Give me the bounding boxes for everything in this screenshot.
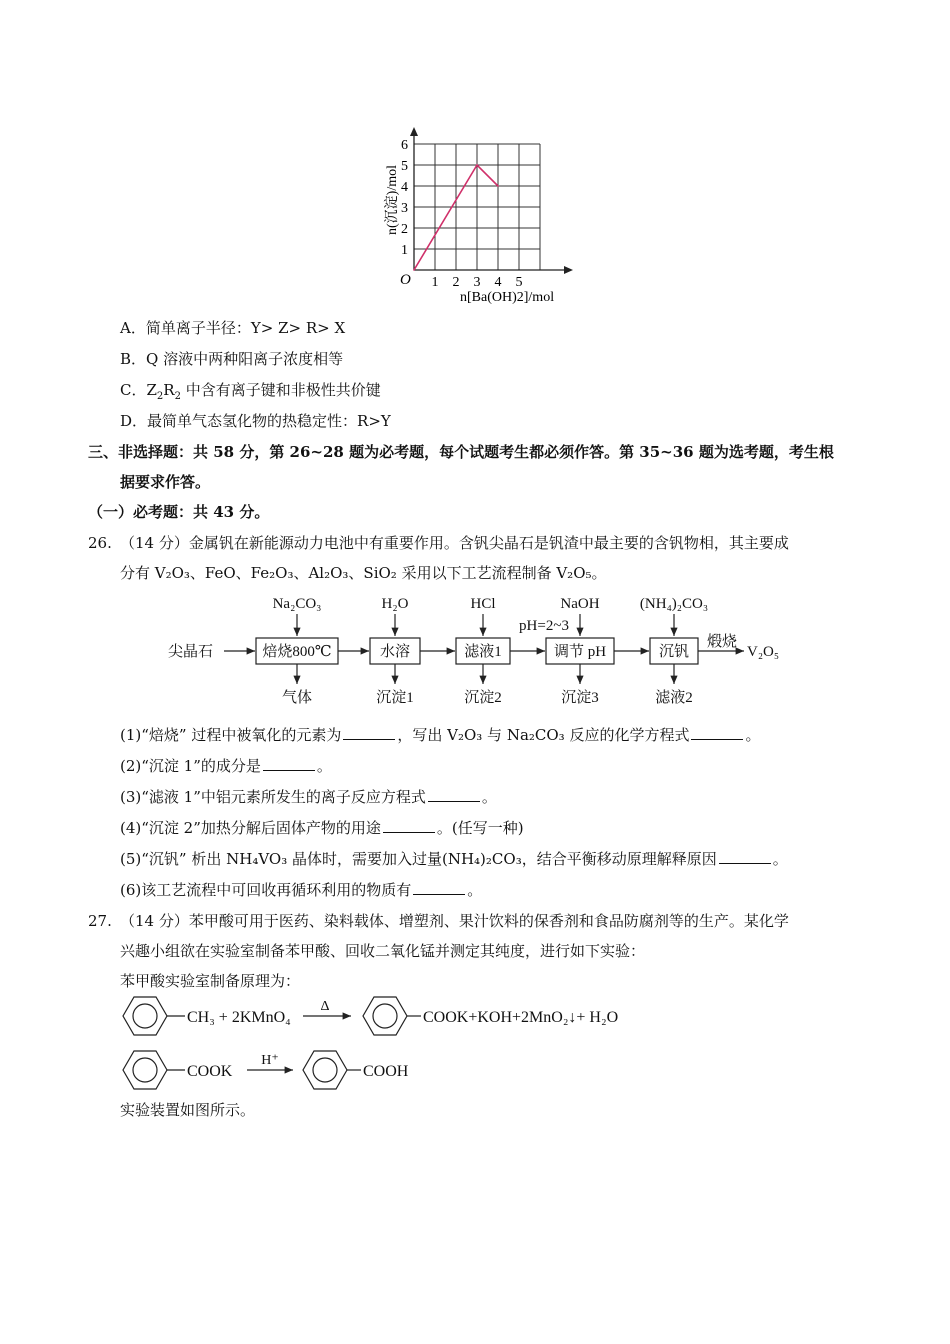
option-c-sub2: 2 <box>174 391 181 402</box>
section3-heading-line2: 据要求作答。 <box>120 473 211 491</box>
option-b: B．Q 溶液中两种阳离子浓度相等 <box>120 350 344 368</box>
option-c-sub1: 2 <box>156 391 164 402</box>
answer-blank[interactable] <box>383 818 435 833</box>
q26-sub2 <box>120 756 332 776</box>
q26-sub1-text-c: 。 <box>745 726 761 744</box>
chart-ticks <box>401 138 523 290</box>
q26-sub4-text-b: 。(任写一种) <box>436 819 524 837</box>
series-point <box>476 164 478 166</box>
answer-blank[interactable] <box>343 725 395 740</box>
y-tick-label: 3 <box>401 201 408 216</box>
reaction2-condition: H⁺ <box>261 1053 279 1068</box>
chart-axes <box>410 127 573 274</box>
flow-box-roast-label: 焙烧800℃ <box>262 644 332 660</box>
flow-output-precipitate1: 沉淀1 <box>376 690 414 706</box>
flow-output-precipitate3: 沉淀3 <box>561 690 599 706</box>
x-tick-label: 1 <box>431 275 439 290</box>
answer-blank[interactable] <box>413 880 465 895</box>
flow-output-precipitate2: 沉淀2 <box>464 690 502 706</box>
y-tick-label: 6 <box>401 138 408 153</box>
answer-blank[interactable] <box>691 725 743 740</box>
flow-output-filtrate2: 滤液2 <box>655 690 693 706</box>
q27-stem-line1: （14 分）苯甲酸可用于医药、染料载体、增塑剂、果汁饮料的保香剂和食品防腐剂等的生产。某化学 <box>120 912 789 930</box>
reaction-equations <box>115 992 715 1102</box>
q26-sub2-text-b: 。 <box>316 757 332 775</box>
flow-output-gas: 气体 <box>281 690 313 706</box>
reaction2-left: COOK <box>187 1063 233 1080</box>
section3-subheading: （一）必考题：共 43 分。 <box>88 503 270 521</box>
flow-input-na2co3: Na₂CO₃ <box>272 596 322 612</box>
q26-stem-line1: （14 分）金属钒在新能源动力电池中有重要作用。含钒尖晶石是钒渣中最主要的含钒物相，其主要成 <box>120 534 789 552</box>
q26-sub5-text-a: (5)“沉钒” 析出 NH₄VO₃ 晶体时，需要加入过量(NH₄)₂CO₃，结合平衡移动原理解释原因 <box>120 850 717 868</box>
q26-sub1 <box>120 725 760 745</box>
flow-box-adjust-ph-label: 调节 pH <box>553 644 607 660</box>
chart-x-axis-label: n[Ba(OH)2]/mol <box>460 290 555 305</box>
q27-apparatus-line: 实验装置如图所示。 <box>120 1101 256 1119</box>
x-tick-label: 2 <box>452 275 460 290</box>
option-c-post: 中含有离子键和非极性共价键 <box>180 381 381 399</box>
q26-sub6 <box>120 880 482 900</box>
answer-blank[interactable] <box>719 849 771 864</box>
x-tick-label: 3 <box>473 275 481 290</box>
q26-sub1-text-b: ，写出 V₂O₃ 与 Na₂CO₃ 反应的化学方程式 <box>397 726 690 744</box>
benzene-ring-icon <box>123 997 167 1035</box>
q26-sub6-text-a: (6)该工艺流程中可回收再循环利用的物质有 <box>120 881 412 899</box>
q26-sub1-text-a: (1)“焙烧” 过程中被氧化的元素为 <box>120 726 342 744</box>
flow-input-h2o: H₂O <box>381 596 409 612</box>
series-point <box>497 185 499 187</box>
benzene-ring-icon <box>303 1051 347 1089</box>
q26-number: 26. <box>88 534 112 552</box>
flow-input-nh4-2co3: (NH₄)₂CO₃ <box>639 596 709 612</box>
chart-origin-label: O <box>400 272 411 288</box>
answer-blank[interactable] <box>263 756 315 771</box>
q26-sub4-text-a: (4)“沉淀 2”加热分解后固体产物的用途 <box>120 819 381 837</box>
answer-blank[interactable] <box>428 787 480 802</box>
flow-box-vanadium-label: 沉钒 <box>658 644 690 660</box>
flow-step-calcine: 煅烧 <box>706 634 738 650</box>
section3-heading-line1: 三、非选择题：共 58 分，第 26~28 题为必考题，每个试题考生都必须作答。第 35~36 题为选考题，考生根 <box>88 443 834 461</box>
option-d: D．最简单气态氢化物的热稳定性：R>Y <box>120 412 391 430</box>
option-c-pre: C．Z <box>120 381 157 399</box>
precipitate-chart <box>370 108 590 308</box>
q26-sub3-text-a: (3)“滤液 1”中铝元素所发生的离子反应方程式 <box>120 788 426 806</box>
y-tick-label: 4 <box>401 180 408 195</box>
y-tick-label: 1 <box>401 243 408 258</box>
x-tick-label: 5 <box>515 275 523 290</box>
q26-sub6-text-b: 。 <box>467 881 483 899</box>
q26-sub3-text-b: 。 <box>481 788 497 806</box>
y-tick-label: 2 <box>401 222 408 237</box>
chart-grid <box>414 144 540 270</box>
q26-sub5-text-b: 。 <box>772 850 788 868</box>
flow-start-label: 尖晶石 <box>168 644 214 660</box>
reaction1-left: CH₃ + 2KMnO₄ <box>187 1009 291 1026</box>
reaction1-condition: Δ <box>320 999 330 1014</box>
series-point <box>413 269 415 271</box>
option-a: A．简单离子半径：Y> Z> R> X <box>120 319 346 337</box>
y-axis-arrow-icon <box>410 127 418 136</box>
q26-sub3 <box>120 787 497 807</box>
x-axis-arrow-icon <box>564 266 573 274</box>
q26-sub5 <box>120 849 788 869</box>
reaction2-right: COOH <box>363 1063 409 1080</box>
q26-stem-line2: 分有 V₂O₃、FeO、Fe₂O₃、Al₂O₃、SiO₂ 采用以下工艺流程制备 V₂O₅。 <box>120 564 607 582</box>
benzene-ring-icon <box>123 1051 167 1089</box>
option-c-mid: R <box>163 381 175 399</box>
flow-product-v2o5: V₂O₅ <box>747 644 780 660</box>
reaction1-right: COOK+KOH+2MnO₂↓+ H₂O <box>423 1009 619 1026</box>
y-tick-label: 5 <box>401 159 408 174</box>
q27-number: 27. <box>88 912 112 930</box>
flow-input-naoh: NaOH <box>560 596 600 612</box>
chart-y-axis-label: n(沉淀)/mol <box>385 165 400 235</box>
benzene-ring-icon <box>363 997 407 1035</box>
q26-sub4 <box>120 818 524 838</box>
process-flow-diagram <box>160 590 800 715</box>
flow-box-dissolve-label: 水溶 <box>379 644 411 660</box>
q26-sub2-text-a: (2)“沉淀 1”的成分是 <box>120 757 261 775</box>
flow-input-hcl: HCl <box>470 596 496 612</box>
q27-principle-label: 苯甲酸实验室制备原理为： <box>120 972 301 990</box>
x-tick-label: 4 <box>494 275 502 290</box>
flow-condition-ph: pH=2~3 <box>519 618 569 634</box>
flow-box-filtrate1-label: 滤液1 <box>464 644 502 660</box>
q27-stem-line2: 兴趣小组欲在实验室制备苯甲酸、回收二氧化锰并测定其纯度，进行如下实验： <box>120 942 646 960</box>
option-c <box>120 380 381 407</box>
